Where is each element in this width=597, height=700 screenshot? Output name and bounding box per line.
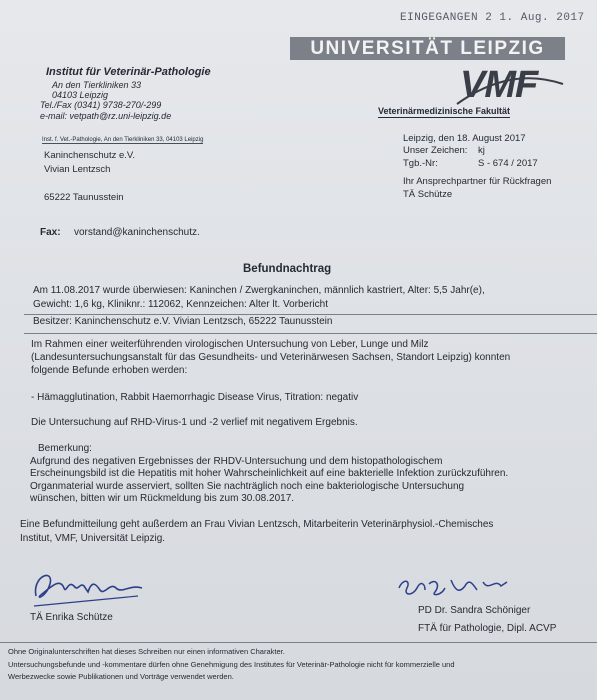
university-banner: UNIVERSITÄT LEIPZIG (290, 37, 565, 60)
findings-line-2: (Landesuntersuchungsanstalt für das Gesundheits- und Veterinärwesen Sachsen, Standort Leipzig) konnten (31, 352, 511, 363)
institute-phone: Tel./Fax (0341) 9738-270/-299 (40, 100, 162, 110)
institute-email: e-mail: vetpath@rz.uni-leipzig.de (40, 111, 172, 121)
faculty-subtitle: Veterinärmedizinische Fakultät (378, 106, 511, 116)
footer-line-1: Ohne Originalunterschriften hat dieses Schreiben nur einen informativen Charakter. (8, 647, 285, 656)
sender-return-line: Inst. f. Vet.-Pathologie, An den Tierkliniken 33, 04103 Leipzig (42, 137, 204, 143)
recipient-line-3: 65222 Taunusstein (44, 192, 124, 203)
recipient-line-1: Kaninchenschutz e.V. (44, 150, 136, 161)
finding-item-2: Die Untersuchung auf RHD-Virus-1 und -2 verlief mit negativem Ergebnis. (31, 417, 358, 428)
reference-value: kj (478, 145, 485, 156)
vmf-logo: VMF (460, 64, 538, 106)
document-title: Befundnachtrag (243, 263, 332, 275)
signer-left-name: TÄ Enrika Schütze (30, 612, 113, 623)
received-stamp: EINGEGANGEN 2 1. Aug. 2017 (400, 12, 585, 24)
institute-name: Institut für Veterinär-Pathologie (46, 66, 211, 78)
notice-line-1: Eine Befundmitteilung geht außerdem an Frau Vivian Lentzsch, Mitarbeiterin Veterinärphysiol.-Chemisches (20, 519, 494, 530)
contact-name: TÄ Schütze (403, 189, 453, 200)
footer-line-2: Untersuchungsbefunde und -kommentare dürfen ohne Genehmigung des Institutes für Veterinär-Pathologie nicht für kommerzielle und (8, 660, 455, 669)
letter-date: Leipzig, den 18. August 2017 (403, 133, 526, 144)
vmf-logo-arc-icon (455, 74, 565, 108)
case-line-3: Besitzer: Kaninchenschutz e.V. Vivian Lentzsch, 65222 Taunusstein (33, 316, 333, 327)
remark-line-2: Erscheinungsbild ist die Hepatitis mit hoher Wahrscheinlichkeit auf eine bakterielle Infektion zurückzuführen. (30, 468, 509, 479)
journal-number-value: S - 674 / 2017 (478, 158, 538, 169)
findings-line-1: Im Rahmen einer weiterführenden virologischen Untersuchung von Leber, Lunge und Milz (31, 339, 429, 350)
contact-label: Ihr Ansprechpartner für Rückfragen (403, 176, 552, 187)
institute-city: 04103 Leipzig (52, 90, 109, 100)
signature-right (395, 570, 515, 606)
case-line-1: Am 11.08.2017 wurde überwiesen: Kaninchen / Zwergkaninchen, männlich kastriert, Alter: 5,5 Jahr(e), (33, 285, 485, 296)
remark-line-1: Aufgrund des negativen Ergebnisses der RHDV-Untersuchung und dem histopathologischem (30, 456, 443, 467)
finding-item-1: - Hämagglutination, Rabbit Haemorrhagic Disease Virus, Titration: negativ (31, 392, 359, 403)
divider (24, 314, 597, 315)
journal-number-label: Tgb.-Nr: (403, 158, 438, 169)
case-line-2: Gewicht: 1,6 kg, Kliniknr.: 112062, Kennzeichen: Alter lt. Vorbericht (33, 299, 328, 310)
signature-left (30, 566, 145, 611)
signer-right-name: PD Dr. Sandra Schöniger (418, 605, 531, 616)
remark-line-4: wünschen, bitten wir um Rückmeldung bis zum 30.08.2017. (30, 493, 295, 504)
footer-line-3: Werbezwecke sowie Publikationen und Vorträge verwendet werden. (8, 672, 234, 681)
findings-line-3: folgende Befunde erhoben werden: (31, 365, 188, 376)
notice-line-2: Institut, VMF, Universität Leipzig. (20, 533, 166, 544)
footer-divider (0, 642, 597, 643)
signer-right-title: FTÄ für Pathologie, Dipl. ACVP (418, 623, 557, 634)
remark-line-3: Organmaterial wurde asserviert, sollten Sie nachträglich noch eine bakteriologische Untersuchung (30, 481, 465, 492)
fax-label: Fax: (40, 227, 61, 238)
recipient-line-2: Vivian Lentzsch (44, 164, 111, 175)
institute-street: An den Tierkliniken 33 (52, 80, 141, 90)
reference-label: Unser Zeichen: (403, 145, 468, 156)
fax-value: vorstand@kaninchenschutz. (74, 227, 200, 238)
remark-label: Bemerkung: (38, 443, 92, 454)
divider (24, 333, 597, 334)
